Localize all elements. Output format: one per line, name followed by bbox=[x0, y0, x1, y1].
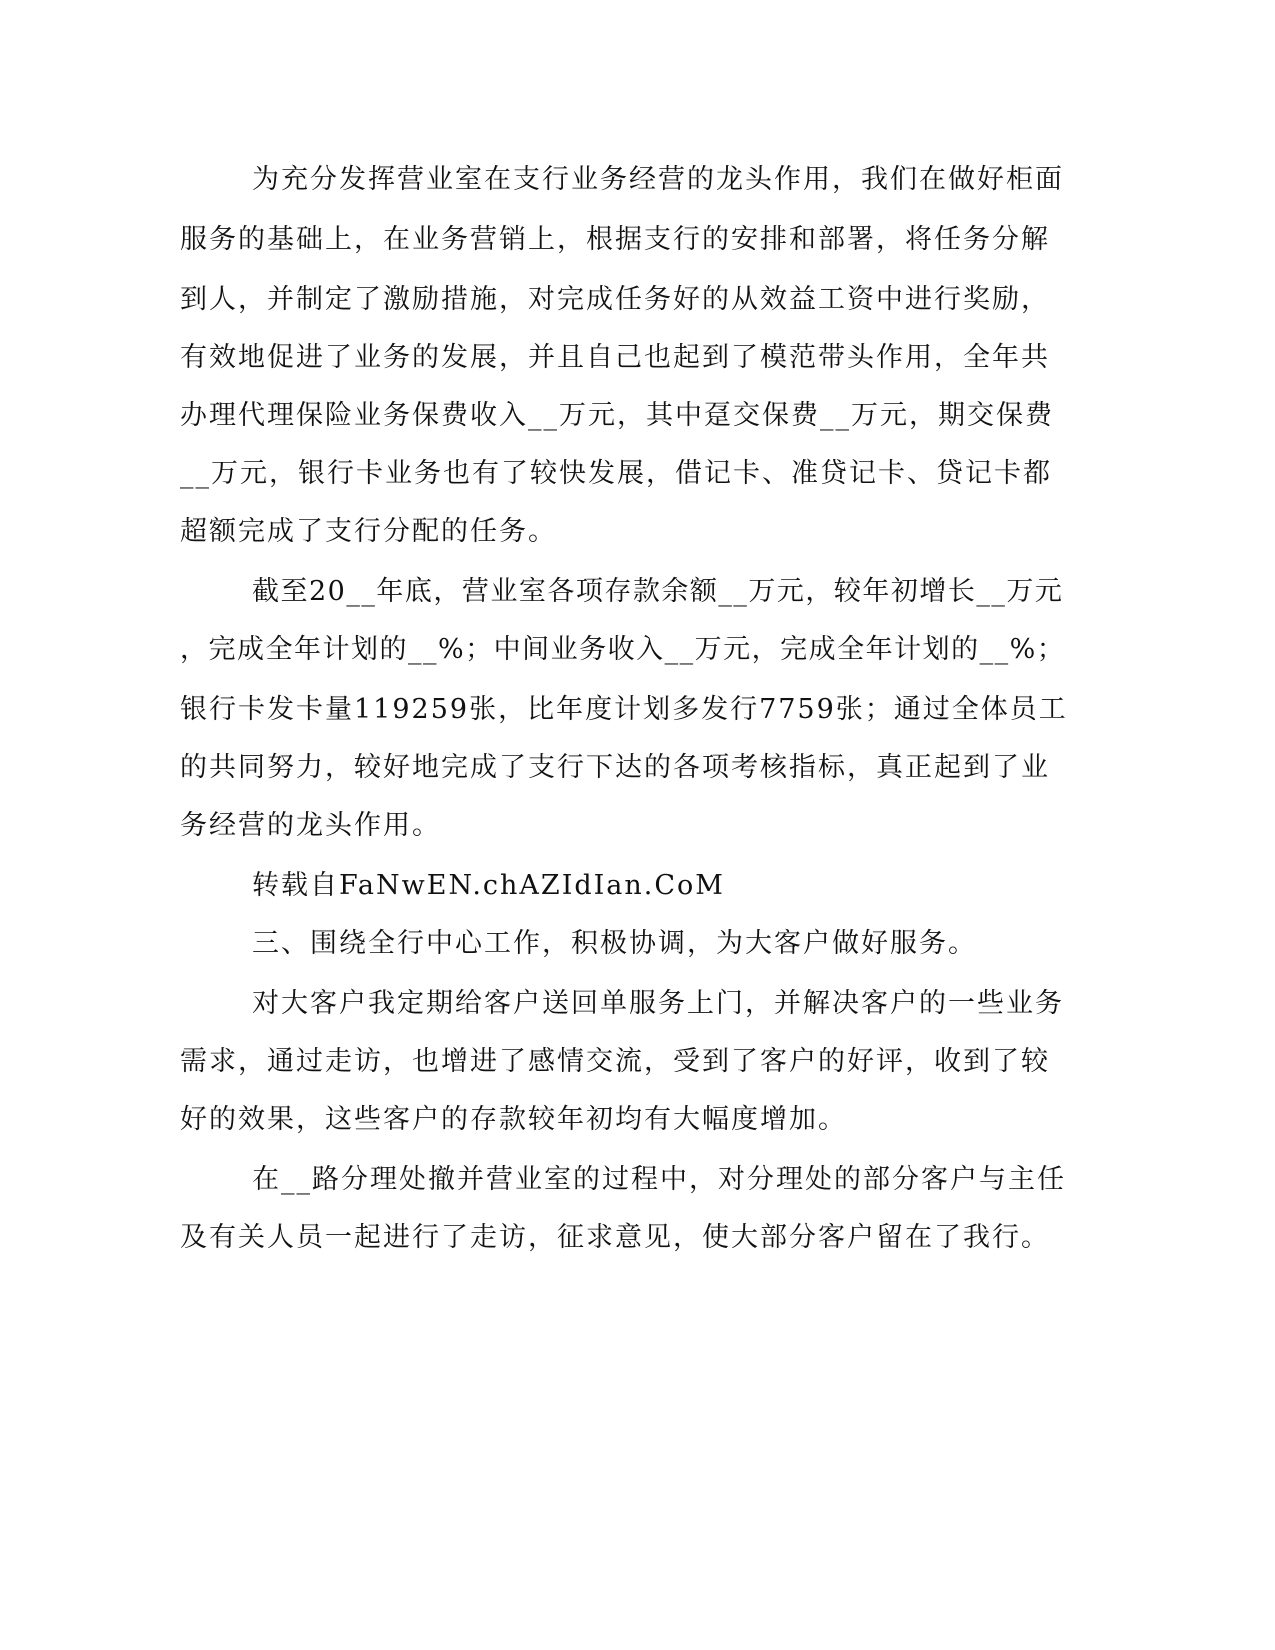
paragraph-3-line-1: 对大客户我定期给客户送回单服务上门，并解决客户的一些业务 bbox=[252, 988, 1064, 1019]
paragraph-1-line-1: 为充分发挥营业室在支行业务经营的龙头作用，我们在做好柜面 bbox=[252, 164, 1064, 195]
paragraph-2-line-5: 务经营的龙头作用。 bbox=[180, 810, 441, 841]
paragraph-4-line-1: 在__路分理处撤并营业室的过程中，对分理处的部分客户与主任 bbox=[252, 1164, 1066, 1195]
paragraph-2-line-2: ，完成全年计划的__%；中间业务收入__万元，完成全年计划的__%； bbox=[180, 634, 1066, 665]
paragraph-2-line-1: 截至20__年底，营业室各项存款余额__万元，较年初增长__万元 bbox=[252, 576, 1064, 607]
paragraph-1-line-5: 办理代理保险业务保费收入__万元，其中趸交保费__万元，期交保费 bbox=[180, 400, 1054, 431]
paragraph-3-line-2: 需求，通过走访，也增进了感情交流，受到了客户的好评，收到了较 bbox=[180, 1046, 1050, 1077]
paragraph-1-line-6: __万元，银行卡业务也有了较快发展，借记卡、准贷记卡、贷记卡都 bbox=[180, 458, 1052, 489]
paragraph-1-line-4: 有效地促进了业务的发展，并且自己也起到了模范带头作用，全年共 bbox=[180, 342, 1050, 373]
section-heading-3: 三、围绕全行中心工作，积极协调，为大客户做好服务。 bbox=[252, 928, 977, 959]
paragraph-1-line-2: 服务的基础上，在业务营销上，根据支行的安排和部署，将任务分解 bbox=[180, 224, 1050, 255]
paragraph-1-line-7: 超额完成了支行分配的任务。 bbox=[180, 516, 557, 547]
paragraph-3-line-3: 好的效果，这些客户的存款较年初均有大幅度增加。 bbox=[180, 1104, 847, 1135]
source-line: 转载自FaNwEN.chAZIdIan.CoM bbox=[252, 870, 725, 901]
paragraph-4-line-2: 及有关人员一起进行了走访，征求意见，使大部分客户留在了我行。 bbox=[180, 1222, 1050, 1253]
paragraph-2-line-3: 银行卡发卡量119259张，比年度计划多发行7759张；通过全体员工 bbox=[180, 694, 1068, 725]
paragraph-2-line-4: 的共同努力，较好地完成了支行下达的各项考核指标，真正起到了业 bbox=[180, 752, 1050, 783]
paragraph-1-line-3: 到人，并制定了激励措施，对完成任务好的从效益工资中进行奖励， bbox=[180, 284, 1050, 315]
